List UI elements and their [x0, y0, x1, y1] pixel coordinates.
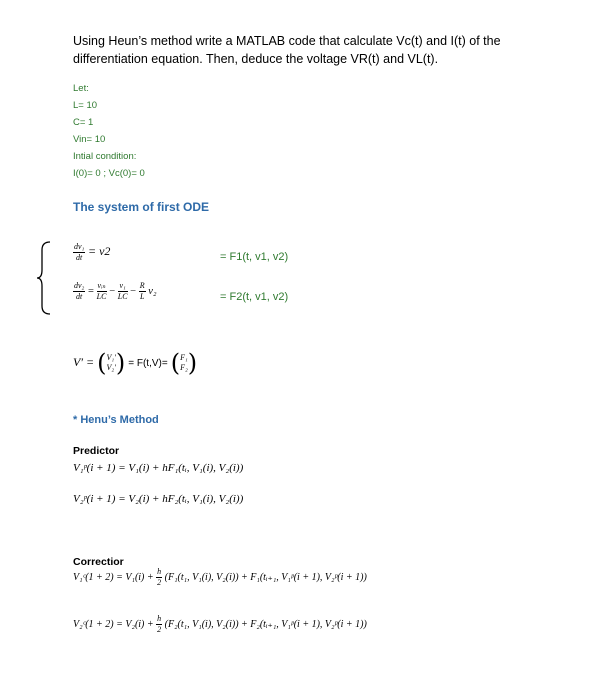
corrector-label: Correctior: [73, 556, 124, 568]
inductance-value: L= 10: [73, 100, 98, 111]
problem-statement: Using Heun’s method write a MATLAB code that calculate Vc(t) and I(t) of the differentiation equation. Then, deduce the voltage VR(t) and VL(t).: [73, 34, 501, 66]
predictor-label: Predictor: [73, 445, 120, 457]
initial-condition-label: Intial condition:: [73, 151, 137, 162]
method-heading: * Henu’s Method: [73, 414, 159, 426]
initial-condition-values: I(0)= 0 ; Vc(0)= 0: [73, 168, 145, 179]
input-voltage-value: Vin= 10: [73, 134, 106, 145]
corrector-line-2: V₂ᶜ(1 + 2) = V₂(i) + $\frac{h}{2}$ (F₂(t₁, V₁(i), V₂(i)) + F₂(tᵢ₊₁, V₁ᵖ(i + 1), V₂ᵖ(i + 1)): [73, 614, 367, 634]
predictor-line-1: V₁ᵖ(i + 1) = V₁(i) + hF₁(tᵢ, V₁(i), V₂(i)): [73, 462, 244, 474]
corrector-line-1: V₁ᶜ(1 + 2) = V₁(i) + $\frac{h}{2}$ (F₁(t₁, V₁(i), V₂(i)) + F₁(tᵢ₊₁, V₁ᵖ(i + 1), V₂ᵖ(i + 1)): [73, 567, 367, 587]
capacitance-value: C= 1: [73, 117, 94, 128]
let-label: Let:: [73, 83, 89, 94]
system-heading: The system of first ODE: [73, 200, 210, 214]
equation-1: $\frac{\text{dv₁}}{dt}$ = v2: [74, 242, 111, 262]
equation-2: $\frac{\text{dv₂}}{dt}$ = $\frac{\text{vᵢₙ}}{LC}$ − $\frac{\text{v₁}}{LC}$ − $\frac{R}{L}$ v₂: [74, 281, 157, 301]
predictor-line-2: V₂ᵖ(i + 1) = V₂(i) + hF₂(tᵢ, V₁(i), V₂(i)): [73, 493, 244, 505]
vector-equation: V′ = (V₁′ V₂′) = F(t,V)= (F₁ F₂): [73, 349, 198, 377]
equation-2-label: = F2(t, v1, v2): [220, 291, 289, 303]
equation-1-label: = F1(t, v1, v2): [220, 251, 289, 263]
left-brace-icon: [36, 240, 52, 316]
